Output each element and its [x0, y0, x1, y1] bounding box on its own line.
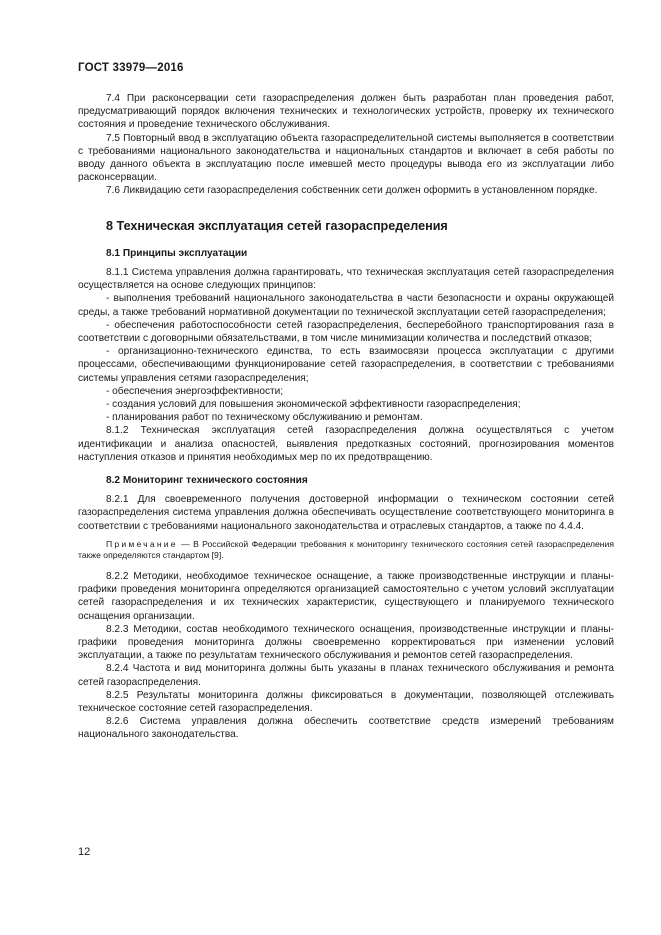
- list-item: - планирования работ по техническому обслуживанию и ремонтам.: [106, 412, 423, 424]
- note: [78, 539, 614, 562]
- paragraph-7-4: 7.4 При расконсервации сети газораспределения должен быть разработан план проведения работ, предусматривающий порядок включения технических и технологических устройств, проверку их технического состояния и проведение технического обслуживания.: [78, 93, 614, 131]
- document-body: [78, 92, 614, 742]
- list-item: - обеспечения энергоэффективности;: [106, 385, 284, 397]
- subsection-8-2-title: 8.2 Мониторинг технического состояния: [106, 475, 308, 487]
- paragraph-8-1-1: 8.1.1 Система управления должна гарантировать, что техническая эксплуатация сетей газораспределения осуществляется на основе следующих принципов:: [78, 267, 614, 292]
- paragraph-7-6: 7.6 Ликвидацию сети газораспределения собственник сети должен оформить в установленном порядке.: [106, 185, 598, 197]
- page-number: 12: [78, 846, 91, 858]
- paragraph-7-5: 7.5 Повторный ввод в эксплуатацию объекта газораспределительной системы выполняется в соответствии с требованиями национального законодательства и национальных стандартов и включает в себя работы по вводу данного объекта в эксплуатацию после имевшей место процедуры вывода его из эксплуатации либо расконсервации.: [78, 132, 614, 184]
- paragraph-8-2-6: 8.2.6 Система управления должна обеспечить соответствие средств измерений требованиям национального законодательства.: [78, 716, 614, 741]
- list-item: - создания условий для повышения экономической эффективности газораспределения;: [106, 399, 521, 411]
- list-item: - обеспечения работоспособности сетей газораспределения, бесперебойного транспортирования газа в соответствии с договорными обязательствами, в том числе минимизации количества и последствий отказов;: [78, 319, 614, 345]
- list-item: - выполнения требований национального законодательства в части безопасности и охраны окружающей среды, а также требований нормативной документации по технической эксплуатации сетей газораспределения;: [78, 293, 614, 318]
- section-8-title: 8 Техническая эксплуатация сетей газораспределения: [106, 218, 448, 233]
- note-label: Примечание: [106, 538, 178, 549]
- list-item: - организационно-технического единства, то есть взаимосвязи процесса эксплуатации с другими процессами, обеспечивающими функционирование сетей газораспределения, в соответствии с требованиями системы управления сетями газораспределения;: [78, 346, 614, 384]
- subsection-8-1-title: 8.1 Принципы эксплуатации: [106, 247, 248, 259]
- standard-code-header: ГОСТ 33979—2016: [78, 62, 184, 74]
- paragraph-8-2-3: 8.2.3 Методики, состав необходимого технического оснащения, производственные инструкции и планы-графики проведения мониторинга должны своевременно корректироваться при изменении условий эксплуатации, а также по результатам технического обслуживания и ремонтов сетей газораспределения.: [78, 623, 614, 662]
- paragraph-8-2-2: 8.2.2 Методики, необходимое техническое оснащение, а также производственные инструкции и планы-графики проведения мониторинга определяются организацией самостоятельно с учетом условий эксплуатации сетей газораспределения и их технических характеристик, существующего и планируемого технического оснащения организации.: [78, 570, 614, 622]
- paragraph-8-2-5: 8.2.5 Результаты мониторинга должны фиксироваться в документации, позволяющей отслеживать техническое состояние сетей газораспределения.: [78, 689, 614, 714]
- paragraph-8-2-1: 8.2.1 Для своевременного получения достоверной информации о техническом состоянии сетей газораспределения система управления должна обеспечивать осуществление соответствующего мониторинга в соответствии с требованиями национального законодательства и отраслевых стандартов, а также по 4.4.4.: [78, 494, 614, 532]
- paragraph-8-2-4: 8.2.4 Частота и вид мониторинга должны быть указаны в планах технического обслуживания и ремонта сетей газораспределения.: [78, 663, 614, 688]
- paragraph-8-1-2: 8.1.2 Техническая эксплуатация сетей газораспределения должна осуществляться с учетом идентификации и анализа опасностей, выявления предотказных состояний, прогнозирования моментов наступления отказов и принятия необходимых мер по их предотвращению.: [78, 425, 614, 463]
- note-text: — В Российской Федерации требования к мониторингу технического состояния сетей газораспределения также определяются стандартом [9].: [78, 538, 614, 561]
